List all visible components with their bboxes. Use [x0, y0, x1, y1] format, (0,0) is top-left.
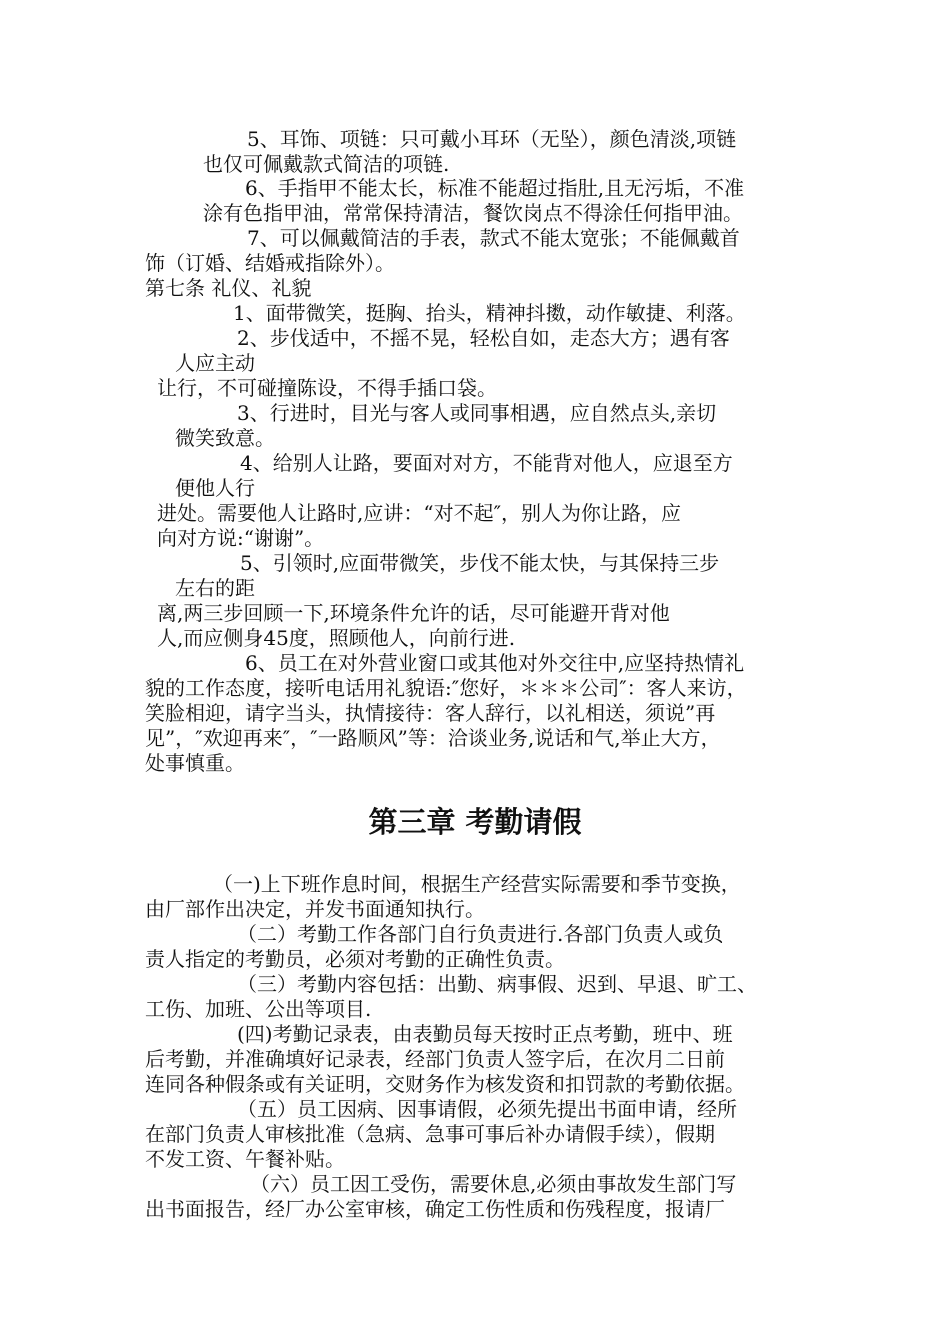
text-line: （五）员工因病、因事请假，必须先提出书面申请，经所	[237, 1097, 737, 1121]
text-line: 貌的工作态度，接听电话用礼貌语:″您好，＊＊＊公司″：客人来访，	[145, 676, 747, 700]
text-line: 左右的距	[175, 576, 255, 600]
text-line: 人应主动	[175, 351, 255, 375]
text-line: 责人指定的考勤员，必须对考勤的正确性负责。	[145, 947, 565, 971]
text-line: 进处。需要他人让路时,应讲：“对不起″，别人为你让路，应	[157, 501, 682, 525]
text-line: 涂有色指甲油，常常保持清洁，餐饮岗点不得涂任何指甲油。	[203, 201, 743, 225]
text-line: 人,而应侧身45度，照顾他人，向前行进.	[157, 626, 516, 650]
text-line: 4、给别人让路，要面对对方，不能背对他人，应退至方	[240, 451, 733, 475]
article-heading: 第七条 礼仪、礼貌	[145, 276, 312, 300]
text-line: 连同各种假条或有关证明，交财务作为核发资和扣罚款的考勤依据。	[145, 1072, 745, 1096]
text-line: 6、手指甲不能太长，标准不能超过指肚,且无污垢，不准	[245, 176, 745, 200]
text-line: 离,两三步回顾一下,环境条件允许的话，尽可能避开背对他	[157, 601, 670, 625]
text-line: （一)上下班作息时间，根据生产经营实际需要和季节变换，	[213, 872, 741, 896]
text-line: 便他人行	[175, 476, 255, 500]
text-line: 5、引领时,应面带微笑，步伐不能太快，与其保持三步	[240, 551, 720, 575]
text-line: (四)考勤记录表，由表勤员每天按时正点考勤，班中、班	[237, 1022, 733, 1046]
text-line: 不发工资、午餐补贴。	[145, 1147, 345, 1171]
text-line: 6、员工在对外营业窗口或其他对外交往中,应坚持热情礼	[245, 651, 745, 675]
text-line: 后考勤，并准确填好记录表，经部门负责人签字后，在次月二日前	[145, 1047, 725, 1071]
text-line: 让行，不可碰撞陈设，不得手插口袋。	[157, 376, 497, 400]
text-line: （二）考勤工作各部门自行负责进行.各部门负责人或负	[237, 922, 724, 946]
text-line: 饰（订婚、结婚戒指除外）。	[145, 251, 395, 275]
text-line: 工伤、加班、公出等项目.	[145, 997, 372, 1021]
text-line: 在部门负责人审核批准（急病、急事可事后补办请假手续），假期	[145, 1122, 715, 1146]
text-line: 1、面带微笑，挺胸、抬头，精神抖擞，动作敏捷、利落。	[233, 301, 746, 325]
text-line: 笑脸相迎，请字当头，执情接待：客人辞行，以礼相送，须说”再	[145, 701, 716, 725]
text-line: 由厂部作出决定，并发书面通知执行。	[145, 897, 485, 921]
chapter-title: 第三章 考勤请假	[368, 805, 582, 839]
text-line: 见”，″欢迎再来″，″一路顺风”等：洽谈业务,说话和气,举止大方，	[145, 726, 721, 750]
text-line: 5、耳饰、项链：只可戴小耳环（无坠），颜色清淡,项链	[247, 127, 737, 151]
text-line: 也仅可佩戴款式简洁的项链.	[203, 152, 450, 176]
text-line: 处事慎重。	[145, 751, 245, 775]
text-line: 7、可以佩戴简洁的手表，款式不能太宽张；不能佩戴首	[247, 226, 740, 250]
text-line: （六）员工因工受伤，需要休息,必须由事故发生部门写	[250, 1172, 737, 1196]
text-line: 3、行进时，目光与客人或同事相遇，应自然点头,亲切	[237, 401, 717, 425]
text-line: 出书面报告，经厂办公室审核，确定工伤性质和伤残程度，报请厂	[145, 1197, 725, 1221]
text-line: 微笑致意。	[175, 426, 275, 450]
text-line: 2、步伐适中，不摇不晃，轻松自如，走态大方；遇有客	[237, 326, 730, 350]
text-line: （三）考勤内容包括：出勤、病事假、迟到、早退、旷工、	[237, 972, 757, 996]
text-line: 向对方说:“谢谢”。	[157, 526, 325, 550]
